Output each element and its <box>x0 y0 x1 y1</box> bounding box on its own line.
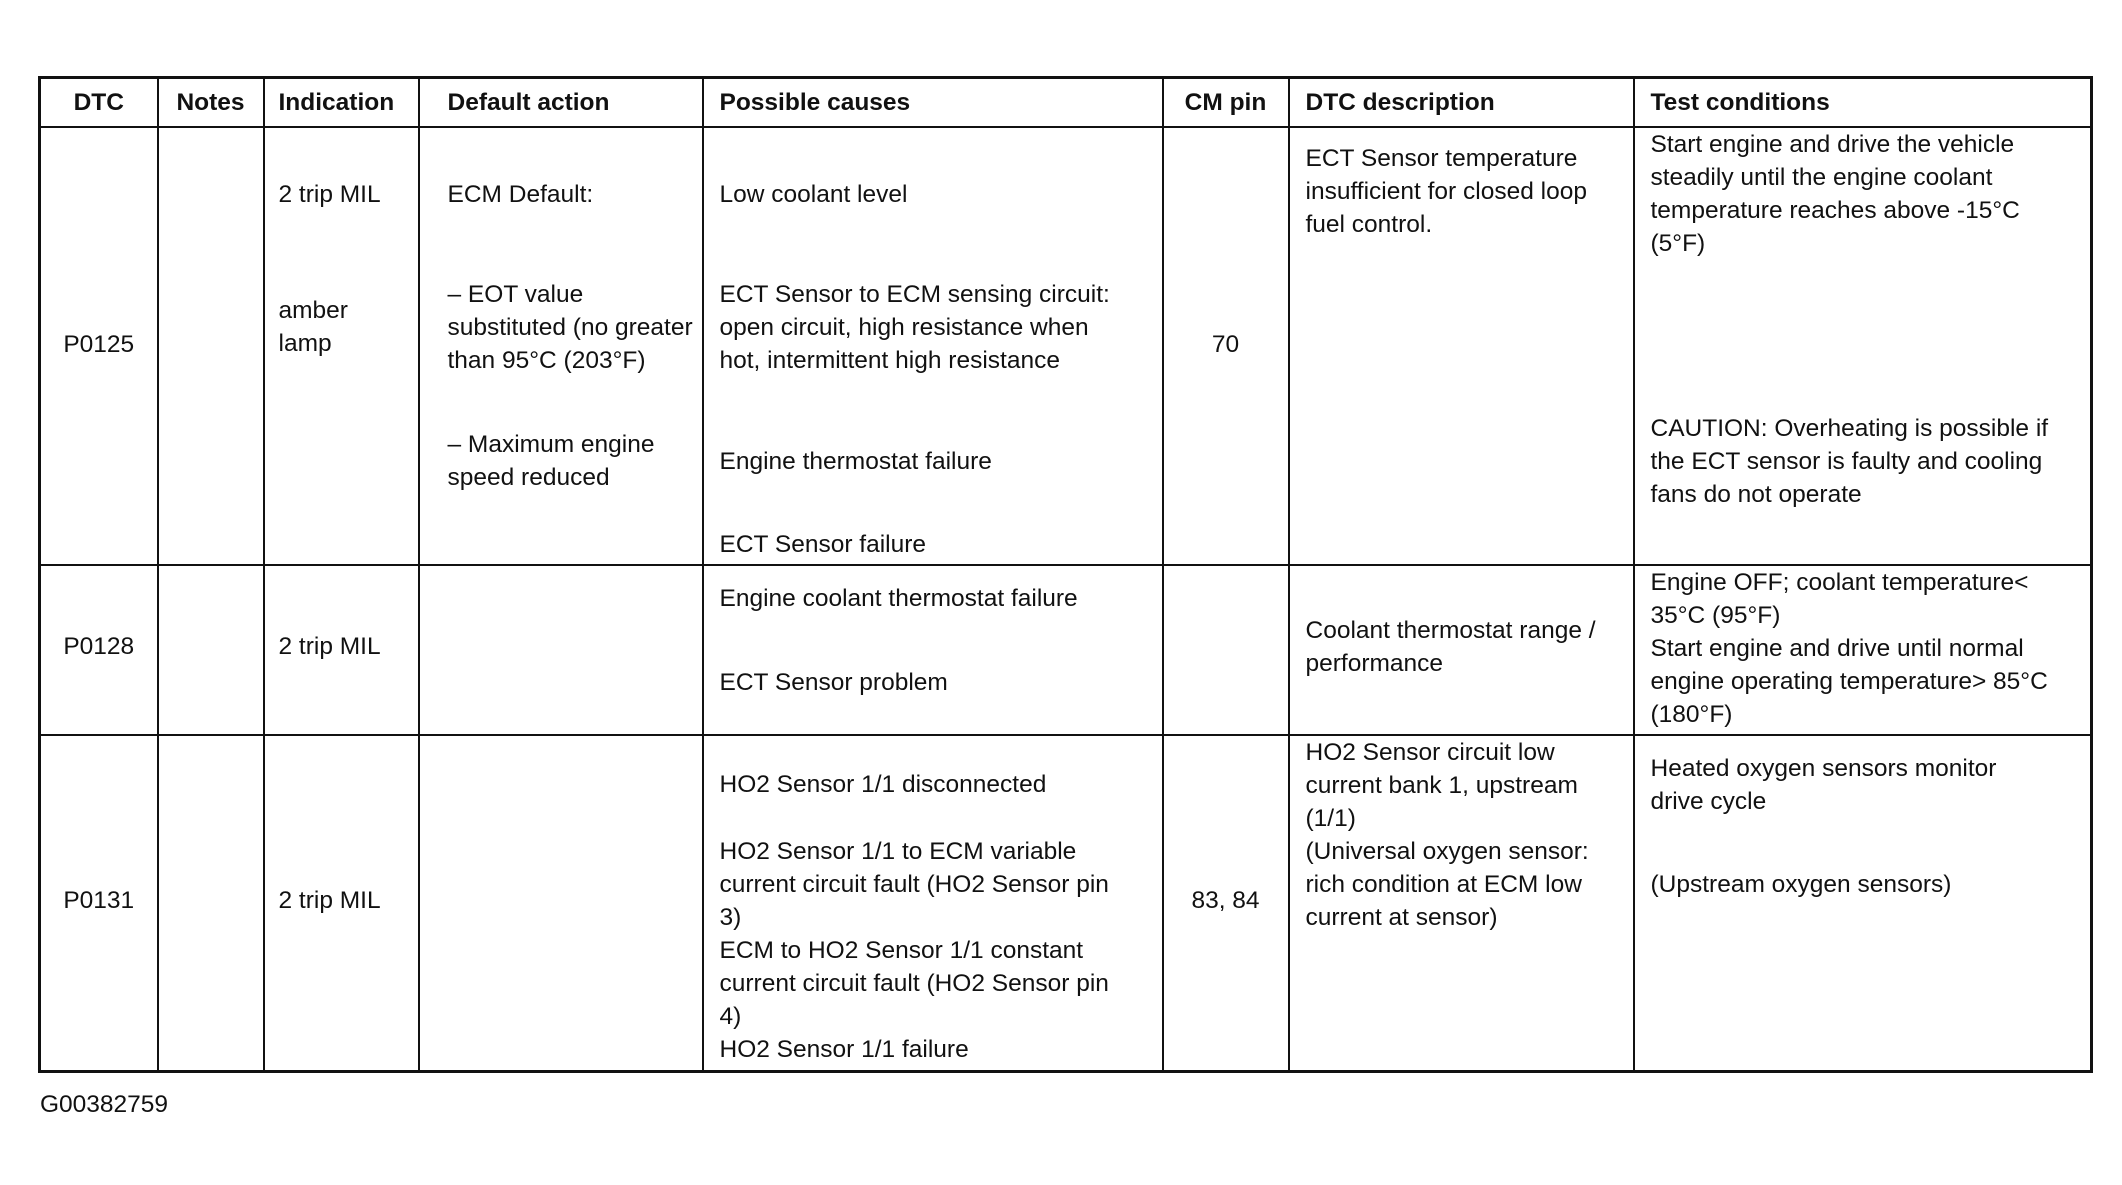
header-dtc-description: DTC description <box>1289 78 1634 128</box>
header-test-conditions: Test conditions <box>1634 78 2092 128</box>
cell-notes <box>158 127 264 565</box>
dtc-code: P0131 <box>63 887 135 914</box>
cause-item: ECT Sensor to ECM sensing circuit: open circuit, high resistance when hot, intermittent high resistance <box>719 281 1110 374</box>
cause-item: HO2 Sensor 1/1 to ECM variable current circuit fault (HO2 Sensor pin 3) ECM to HO2 Sensor 1/1 constant current circuit fault (HO2 Sensor pin 4) HO2 Sensor 1/1 failure <box>719 838 1109 1063</box>
cell-dtc-description <box>1289 735 1634 1072</box>
cause-item: Engine thermostat failure <box>719 448 992 475</box>
header-dtc: DTC <box>40 78 158 128</box>
dtc-description-text: ECT Sensor temperature insufficient for closed loop fuel control. <box>1305 145 1587 238</box>
indication-text: 2 trip MIL <box>278 181 381 208</box>
cell-possible-causes <box>703 735 1163 1072</box>
caution-text: CAUTION: Overheating is possible if the ECT sensor is faulty and cooling fans do not operate <box>1650 415 2049 508</box>
default-action-heading: ECM Default: <box>447 181 594 208</box>
default-action-item: – EOT value substituted (no greater than 95°C (203°F) <box>447 281 693 374</box>
dtc-table <box>38 76 2093 1073</box>
cell-possible-causes <box>703 127 1163 565</box>
header-possible-causes: Possible causes <box>703 78 1163 128</box>
header-row <box>40 78 2092 128</box>
header-notes: Notes <box>158 78 264 128</box>
cell-default-action <box>419 735 703 1072</box>
cause-item: ECT Sensor failure <box>719 531 927 558</box>
default-action-item: – Maximum engine speed reduced <box>447 431 655 491</box>
dtc-description-text: Coolant thermostat range / performance <box>1305 617 1596 677</box>
figure-code: G00382759 <box>40 1091 169 1118</box>
dtc-code: P0128 <box>63 633 135 660</box>
cell-indication <box>264 565 419 735</box>
cell-test-conditions <box>1634 127 2092 565</box>
cell-cm-pin <box>1163 127 1289 565</box>
dtc-description-text: HO2 Sensor circuit low current bank 1, upstream (1/1) (Universal oxygen sensor: rich condition at ECM low current at sensor) <box>1305 739 1589 931</box>
test-condition-note: (Upstream oxygen sensors) <box>1650 871 1952 898</box>
test-condition-text: Engine OFF; coolant temperature< 35°C (95°F) Start engine and drive until normal engine operating temperature> 85°C (180°F) <box>1650 569 2048 728</box>
cell-cm-pin <box>1163 565 1289 735</box>
cell-dtc <box>40 127 158 565</box>
cell-dtc <box>40 735 158 1072</box>
cell-indication <box>264 735 419 1072</box>
table-row <box>40 565 2092 735</box>
dtc-code: P0125 <box>63 331 135 358</box>
test-condition-text: Heated oxygen sensors monitor drive cycle <box>1650 755 1997 815</box>
cell-default-action <box>419 127 703 565</box>
cell-notes <box>158 565 264 735</box>
cell-dtc-description <box>1289 565 1634 735</box>
cell-notes <box>158 735 264 1072</box>
cause-item: Engine coolant thermostat failure <box>719 585 1078 612</box>
cause-item: Low coolant level <box>719 181 908 208</box>
cell-default-action <box>419 565 703 735</box>
indication-lamp: amber lamp <box>278 297 348 357</box>
cell-possible-causes <box>703 565 1163 735</box>
cell-test-conditions <box>1634 735 2092 1072</box>
cm-pin-value: 83, 84 <box>1191 887 1260 914</box>
cell-dtc <box>40 565 158 735</box>
test-condition-text: Start engine and drive the vehicle steadily until the engine coolant temperature reaches above -15°C (5°F) <box>1650 131 2020 257</box>
cause-item: ECT Sensor problem <box>719 669 948 696</box>
header-cm-pin: CM pin <box>1163 78 1289 128</box>
cell-dtc-description <box>1289 127 1634 565</box>
cell-cm-pin <box>1163 735 1289 1072</box>
table-row <box>40 735 2092 1072</box>
cm-pin-value: 70 <box>1211 331 1240 358</box>
header-default-action: Default action <box>419 78 703 128</box>
indication-text: 2 trip MIL <box>278 633 381 660</box>
indication-text: 2 trip MIL <box>278 887 381 914</box>
cause-item: HO2 Sensor 1/1 disconnected <box>719 771 1047 798</box>
header-indication: Indication <box>264 78 419 128</box>
table-row <box>40 127 2092 565</box>
cell-test-conditions <box>1634 565 2092 735</box>
cell-indication <box>264 127 419 565</box>
